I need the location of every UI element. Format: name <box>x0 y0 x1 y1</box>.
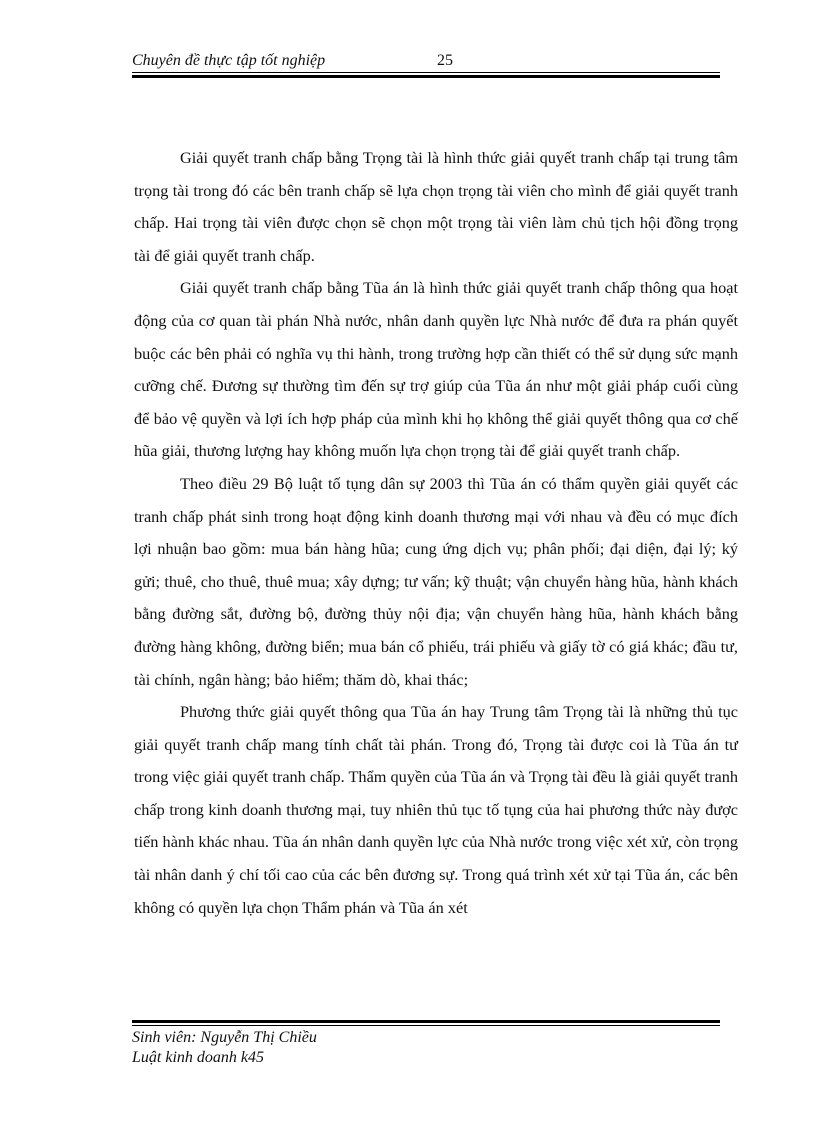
paragraph: Giải quyết tranh chấp bằng Trọng tài là hình thức giải quyết tranh chấp tại trung tâm trọng tài trong đó các bên tranh chấp sẽ lựa chọn trọng tài viên cho mình để giải quyết tranh chấp. Hai trọng tài viên được chọn sẽ chọn một trọng tài viên làm chủ tịch hội đồng trọng tài để giải quyết tranh chấp. <box>134 148 738 265</box>
paragraph: Giải quyết tranh chấp bằng Tũa án là hình thức giải quyết tranh chấp thông qua hoạt động của cơ quan tài phán Nhà nước, nhân danh quyền lực Nhà nước để đưa ra phán quyết buộc các bên phải có nghĩa vụ thi hành, trong trường hợp cần thiết có thể sử dụng sức mạnh cưỡng chế. Đương sự thường tìm đến sự trợ giúp của Tũa án như một giải pháp cuối cùng để bảo vệ quyền và lợi ích hợp pháp của mình khi họ không thể giải quyết thông qua cơ chế hũa giải, thương lượng hay không muốn lựa chọn trọng tài để giải quyết tranh chấp. <box>134 278 738 461</box>
footer-rule-thick <box>132 1020 720 1023</box>
page-header <box>132 52 720 76</box>
footer-rules <box>132 1020 720 1028</box>
header-rule-thin <box>132 72 720 73</box>
paragraph: Phương thức giải quyết thông qua Tũa án hay Trung tâm Trọng tài là những thủ tục giải quyết tranh chấp mang tính chất tài phán. Trong đó, Trọng tài được coi là Tũa án tư trong việc giải quyết tranh chấp. Thẩm quyền của Tũa án và Trọng tài đều là giải quyết tranh chấp trong kinh doanh thương mại, tuy nhiên thủ tục tố tụng của hai phương thức này được tiến hành khác nhau. Tũa án nhân danh quyền lực của Nhà nước trong việc xét xử, còn trọng tài nhân danh ý chí tối cao của các bên đương sự. Trong quá trình xét xử tại Tũa án, các bên không có quyền lựa chọn Thẩm phán và Tũa án xét <box>134 702 738 917</box>
header-rule-thick <box>132 75 720 78</box>
page-footer <box>132 1020 720 1068</box>
paragraph: Theo điều 29 Bộ luật tố tụng dân sự 2003 thì Tũa án có thẩm quyền giải quyết các tranh chấp phát sinh trong hoạt động kinh doanh thương mại với nhau và đều có mục đích lợi nhuận bao gồm: mua bán hàng hũa; cung ứng dịch vụ; phân phối; đại diện, đại lý; ký gửi; thuê, cho thuê, thuê mua; xây dựng; tư vấn; kỹ thuật; vận chuyển hàng hũa, hành khách bằng đường sắt, đường bộ, đường thủy nội địa; vận chuyển hàng hũa, hành khách bằng đường hàng không, đường biển; mua bán cổ phiếu, trái phiếu và giấy tờ có giá khác; đầu tư, tài chính, ngân hàng; bảo hiểm; thăm dò, khai thác; <box>134 473 738 689</box>
page-number: 25 <box>437 52 453 69</box>
document-body <box>134 142 738 924</box>
header-title: Chuyên đề thực tập tốt nghiệp <box>132 52 326 69</box>
footer-class: Luật kinh doanh k45 <box>132 1049 264 1066</box>
footer-rule-thin <box>132 1025 720 1026</box>
footer-student: Sinh viên: Nguyễn Thị Chiều <box>132 1029 317 1046</box>
